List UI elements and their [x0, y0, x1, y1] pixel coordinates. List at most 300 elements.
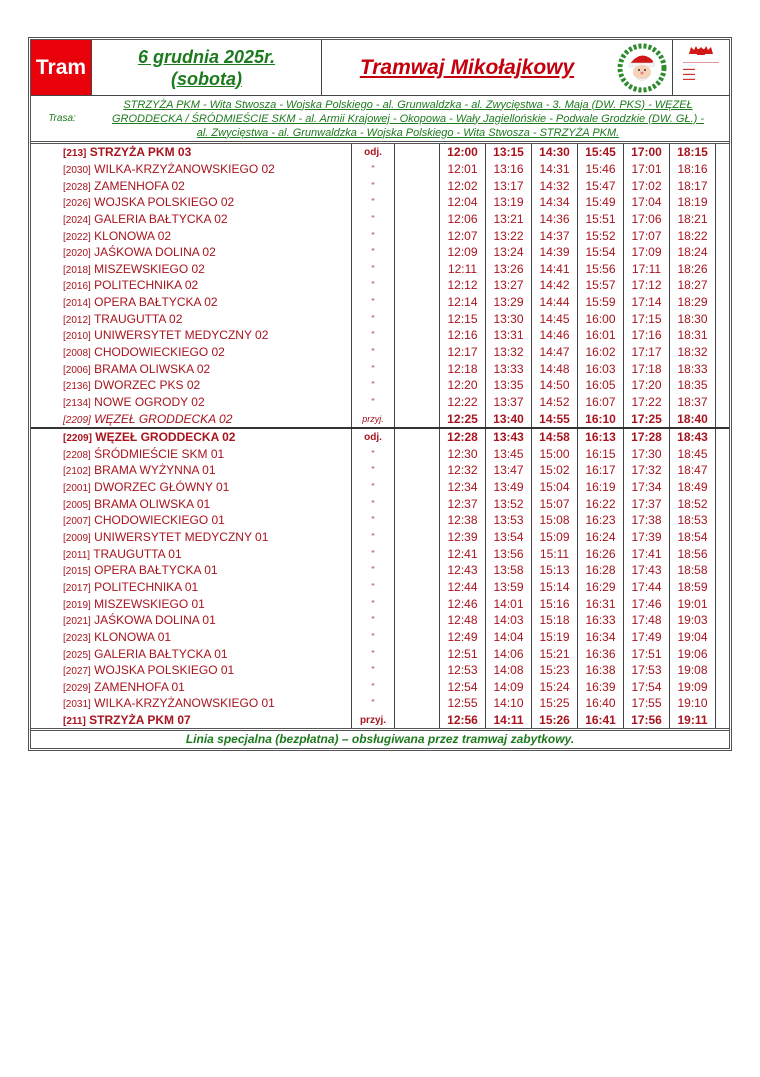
time-cell: 17:48	[624, 612, 670, 629]
time-cell: 19:08	[670, 662, 716, 679]
time-cell: 18:15	[670, 144, 716, 161]
empty-cell	[395, 327, 440, 344]
empty-cell	[716, 462, 730, 479]
departure-type: przyj.	[352, 712, 395, 729]
stop-id: [2134]	[63, 397, 91, 409]
stop-name: JAŚKOWA DOLINA 01	[94, 613, 216, 628]
time-cell: 13:53	[486, 512, 532, 529]
stop-cell	[31, 394, 352, 411]
empty-cell	[716, 679, 730, 696]
time-cell: 18:29	[670, 294, 716, 311]
stop-cell	[31, 579, 352, 596]
empty-cell	[716, 194, 730, 211]
table-row	[31, 144, 729, 161]
stop-name: TRAUGUTTA 02	[93, 311, 183, 326]
time-cell: 14:30	[532, 144, 578, 161]
empty-cell	[716, 161, 730, 178]
stop-name: BRAMA OLIWSKA 01	[94, 496, 211, 511]
stop-cell	[31, 260, 352, 277]
time-cell: 13:49	[486, 479, 532, 496]
time-cell: 14:36	[532, 211, 578, 228]
stop-cell	[31, 294, 352, 311]
timetable	[31, 144, 729, 728]
time-cell: 15:49	[578, 194, 624, 211]
time-cell: 17:28	[624, 428, 670, 446]
empty-cell	[395, 377, 440, 394]
stop-id: [2022]	[63, 231, 91, 243]
time-cell: 14:39	[532, 244, 578, 261]
stop-id: [2008]	[63, 348, 91, 359]
stop-name: KLONOWA 01	[94, 629, 172, 644]
stop-cell	[31, 495, 352, 512]
stop-id: [2209]	[63, 433, 92, 445]
empty-cell	[395, 595, 440, 612]
empty-cell	[395, 545, 440, 562]
table-row	[31, 679, 729, 696]
departure-type: "	[352, 595, 395, 612]
time-cell: 12:41	[440, 545, 486, 562]
time-cell: 14:45	[532, 310, 578, 327]
time-cell: 15:14	[532, 579, 578, 596]
departure-type: "	[352, 695, 395, 712]
table-row	[31, 377, 729, 394]
time-cell: 15:54	[578, 244, 624, 261]
logo-caption: ▬▬▬ ▬▬▬ ▬▬▬	[683, 66, 695, 81]
time-cell: 15:56	[578, 260, 624, 277]
stop-name: STRZYŻA PKM 03	[89, 145, 192, 160]
time-cell: 13:27	[486, 277, 532, 294]
time-cell: 12:56	[440, 712, 486, 729]
stop-id: [2005]	[63, 499, 91, 511]
stop-cell	[31, 462, 352, 479]
stop-cell	[31, 562, 352, 579]
empty-cell	[395, 662, 440, 679]
empty-cell	[395, 344, 440, 361]
stop-cell	[31, 645, 352, 662]
departure-type: przyj.	[352, 410, 395, 428]
stop-name: BRAMA OLIWSKA 02	[94, 361, 211, 376]
time-cell: 12:44	[440, 579, 486, 596]
table-row	[31, 712, 729, 729]
time-cell: 14:11	[486, 712, 532, 729]
time-cell: 16:03	[578, 360, 624, 377]
time-cell: 17:54	[624, 679, 670, 696]
empty-cell	[395, 161, 440, 178]
stop-id: [2029]	[63, 682, 91, 694]
empty-cell	[395, 679, 440, 696]
table-row	[31, 177, 729, 194]
table-row	[31, 629, 729, 646]
time-cell: 17:06	[624, 211, 670, 228]
time-cell: 16:38	[578, 662, 624, 679]
stop-cell	[31, 612, 352, 629]
stop-name: WĘZEŁ GRODDECKA 02	[95, 430, 236, 445]
empty-cell	[395, 177, 440, 194]
departure-type: "	[352, 211, 395, 228]
time-cell: 14:41	[532, 260, 578, 277]
time-cell: 17:46	[624, 595, 670, 612]
time-cell: 16:22	[578, 495, 624, 512]
time-cell: 17:25	[624, 410, 670, 428]
time-cell: 12:07	[440, 227, 486, 244]
departure-type: "	[352, 194, 395, 211]
stop-name: MISZEWSKIEGO 02	[94, 261, 205, 276]
empty-cell	[716, 579, 730, 596]
time-cell: 17:56	[624, 712, 670, 729]
stop-id: [2009]	[63, 533, 91, 545]
departure-type: "	[352, 344, 395, 361]
empty-cell	[716, 394, 730, 411]
time-cell: 16:23	[578, 512, 624, 529]
empty-cell	[716, 629, 730, 646]
empty-cell	[395, 512, 440, 529]
stop-cell	[31, 529, 352, 546]
empty-cell	[395, 410, 440, 428]
time-cell: 12:46	[440, 595, 486, 612]
time-cell: 12:49	[440, 629, 486, 646]
time-cell: 12:32	[440, 462, 486, 479]
time-cell: 18:43	[670, 428, 716, 446]
time-cell: 18:54	[670, 529, 716, 546]
empty-cell	[716, 177, 730, 194]
time-cell: 13:29	[486, 294, 532, 311]
time-cell: 16:24	[578, 529, 624, 546]
empty-cell	[716, 327, 730, 344]
time-cell: 18:22	[670, 227, 716, 244]
empty-cell	[395, 462, 440, 479]
time-cell: 12:00	[440, 144, 486, 161]
time-cell: 17:55	[624, 695, 670, 712]
time-cell: 19:03	[670, 612, 716, 629]
time-cell: 16:02	[578, 344, 624, 361]
time-cell: 15:08	[532, 512, 578, 529]
departure-type: "	[352, 161, 395, 178]
table-row	[31, 277, 729, 294]
time-cell: 18:53	[670, 512, 716, 529]
time-cell: 13:15	[486, 144, 532, 161]
time-cell: 12:30	[440, 446, 486, 463]
time-cell: 14:32	[532, 177, 578, 194]
stop-id: [2031]	[63, 699, 91, 711]
time-cell: 17:53	[624, 662, 670, 679]
time-cell: 13:21	[486, 211, 532, 228]
time-cell: 16:00	[578, 310, 624, 327]
time-cell: 18:47	[670, 462, 716, 479]
stop-id: [2027]	[63, 666, 91, 678]
empty-cell	[395, 277, 440, 294]
stop-id: [2014]	[63, 298, 91, 310]
stop-cell	[31, 211, 352, 228]
time-cell: 14:09	[486, 679, 532, 696]
empty-cell	[395, 495, 440, 512]
empty-cell	[716, 428, 730, 446]
time-cell: 14:08	[486, 662, 532, 679]
departure-type: "	[352, 512, 395, 529]
empty-cell	[716, 645, 730, 662]
time-cell: 17:02	[624, 177, 670, 194]
time-cell: 13:17	[486, 177, 532, 194]
stop-id: [2001]	[63, 483, 91, 495]
empty-cell	[716, 277, 730, 294]
departure-type: "	[352, 479, 395, 496]
table-row	[31, 695, 729, 712]
time-cell: 12:53	[440, 662, 486, 679]
time-cell: 13:19	[486, 194, 532, 211]
time-cell: 14:50	[532, 377, 578, 394]
table-row	[31, 227, 729, 244]
empty-cell	[395, 244, 440, 261]
stop-cell	[31, 512, 352, 529]
time-cell: 17:12	[624, 277, 670, 294]
time-cell: 12:15	[440, 310, 486, 327]
time-cell: 17:38	[624, 512, 670, 529]
stop-cell	[31, 144, 352, 161]
time-cell: 15:11	[532, 545, 578, 562]
departure-type: "	[352, 446, 395, 463]
table-row	[31, 479, 729, 496]
table-row	[31, 211, 729, 228]
departure-type: "	[352, 495, 395, 512]
stop-cell	[31, 595, 352, 612]
gdansk-coat-of-arms-icon	[687, 44, 715, 56]
table-row	[31, 579, 729, 596]
time-cell: 19:09	[670, 679, 716, 696]
time-cell: 12:22	[440, 394, 486, 411]
time-cell: 13:24	[486, 244, 532, 261]
time-cell: 18:17	[670, 177, 716, 194]
time-cell: 15:46	[578, 161, 624, 178]
time-cell: 16:26	[578, 545, 624, 562]
time-cell: 16:29	[578, 579, 624, 596]
time-cell: 13:59	[486, 579, 532, 596]
route-section	[31, 96, 729, 144]
stop-id: [2007]	[63, 516, 91, 528]
time-cell: 13:35	[486, 377, 532, 394]
page-title: Tramwaj Mikołajkowy	[359, 55, 575, 79]
stop-id: [2019]	[63, 599, 91, 611]
time-cell: 15:21	[532, 645, 578, 662]
time-cell: 13:26	[486, 260, 532, 277]
stop-cell	[31, 545, 352, 562]
time-cell: 13:56	[486, 545, 532, 562]
stop-name: TRAUGUTTA 01	[93, 546, 182, 561]
stop-name: ZAMENHOFA 02	[94, 178, 185, 193]
empty-cell	[395, 695, 440, 712]
time-cell: 15:24	[532, 679, 578, 696]
empty-cell	[716, 662, 730, 679]
time-cell: 15:18	[532, 612, 578, 629]
stop-name: WOJSKA POLSKIEGO 01	[94, 663, 235, 678]
departure-type: "	[352, 645, 395, 662]
stop-cell	[31, 344, 352, 361]
empty-cell	[395, 360, 440, 377]
time-cell: 17:49	[624, 629, 670, 646]
time-cell: 14:10	[486, 695, 532, 712]
empty-cell	[716, 595, 730, 612]
time-cell: 12:39	[440, 529, 486, 546]
stop-name: WILKA-KRZYŻANOWSKIEGO 01	[94, 696, 275, 711]
time-cell: 12:25	[440, 410, 486, 428]
time-cell: 19:10	[670, 695, 716, 712]
empty-cell	[395, 529, 440, 546]
empty-cell	[395, 428, 440, 446]
departure-type: "	[352, 294, 395, 311]
stop-cell	[31, 194, 352, 211]
time-cell: 14:44	[532, 294, 578, 311]
stop-name: POLITECHNIKA 01	[94, 579, 199, 594]
stop-name: UNIWERSYTET MEDYCZNY 01	[94, 530, 269, 545]
time-cell: 18:40	[670, 410, 716, 428]
time-cell: 18:19	[670, 194, 716, 211]
time-cell: 18:59	[670, 579, 716, 596]
time-cell: 13:58	[486, 562, 532, 579]
time-cell: 12:09	[440, 244, 486, 261]
time-cell: 17:01	[624, 161, 670, 178]
time-cell: 17:09	[624, 244, 670, 261]
time-cell: 17:16	[624, 327, 670, 344]
time-cell: 18:33	[670, 360, 716, 377]
stop-id: [2136]	[63, 381, 91, 393]
stop-cell	[31, 679, 352, 696]
empty-cell	[716, 260, 730, 277]
time-cell: 12:14	[440, 294, 486, 311]
time-cell: 14:47	[532, 344, 578, 361]
time-cell: 14:04	[486, 629, 532, 646]
time-cell: 17:07	[624, 227, 670, 244]
table-row	[31, 495, 729, 512]
time-cell: 18:35	[670, 377, 716, 394]
departure-type: "	[352, 545, 395, 562]
time-cell: 15:13	[532, 562, 578, 579]
stop-id: [211]	[63, 716, 86, 728]
table-row	[31, 394, 729, 411]
empty-cell	[716, 612, 730, 629]
stop-name: WILKA-KRZYŻANOWSKIEGO 02	[94, 161, 275, 176]
stop-cell	[31, 360, 352, 377]
stop-cell	[31, 161, 352, 178]
table-row	[31, 194, 729, 211]
table-row	[31, 428, 729, 446]
time-cell: 12:17	[440, 344, 486, 361]
time-cell: 17:51	[624, 645, 670, 662]
empty-cell	[716, 562, 730, 579]
stop-id: [2026]	[63, 198, 91, 210]
time-cell: 12:43	[440, 562, 486, 579]
stop-name: GALERIA BAŁTYCKA 02	[94, 211, 228, 226]
time-cell: 16:13	[578, 428, 624, 446]
time-cell: 14:55	[532, 410, 578, 428]
time-cell: 12:02	[440, 177, 486, 194]
time-cell: 12:04	[440, 194, 486, 211]
stop-id: [213]	[63, 148, 87, 160]
time-cell: 13:22	[486, 227, 532, 244]
time-cell: 16:31	[578, 595, 624, 612]
stop-name: JAŚKOWA DOLINA 02	[94, 245, 216, 260]
time-cell: 13:30	[486, 310, 532, 327]
time-cell: 17:18	[624, 360, 670, 377]
departure-type: "	[352, 529, 395, 546]
time-cell: 17:44	[624, 579, 670, 596]
empty-cell	[395, 645, 440, 662]
time-cell: 15:59	[578, 294, 624, 311]
stop-name: STRZYŻA PKM 07	[89, 713, 191, 728]
stop-name: ŚRÓDMIEŚCIE SKM 01	[94, 446, 225, 461]
table-row	[31, 310, 729, 327]
departure-type: "	[352, 244, 395, 261]
stop-id: [2011]	[63, 549, 91, 561]
empty-cell	[716, 545, 730, 562]
table-row	[31, 294, 729, 311]
empty-cell	[716, 377, 730, 394]
table-row	[31, 260, 729, 277]
time-cell: 14:48	[532, 360, 578, 377]
empty-cell	[395, 629, 440, 646]
time-cell: 18:56	[670, 545, 716, 562]
time-cell: 15:02	[532, 462, 578, 479]
time-cell: 16:01	[578, 327, 624, 344]
time-cell: 15:47	[578, 177, 624, 194]
empty-cell	[395, 211, 440, 228]
table-row	[31, 446, 729, 463]
route-description	[93, 98, 729, 140]
stop-cell	[31, 310, 352, 327]
time-cell: 15:45	[578, 144, 624, 161]
stop-cell	[31, 227, 352, 244]
time-cell: 17:37	[624, 495, 670, 512]
stop-name: DWORZEC PKS 02	[94, 378, 201, 393]
empty-cell	[716, 512, 730, 529]
time-cell: 14:42	[532, 277, 578, 294]
time-cell: 15:52	[578, 227, 624, 244]
time-cell: 17:04	[624, 194, 670, 211]
time-cell: 14:46	[532, 327, 578, 344]
time-cell: 13:32	[486, 344, 532, 361]
day-line: (sobota)	[171, 68, 242, 89]
empty-cell	[395, 294, 440, 311]
time-cell: 17:41	[624, 545, 670, 562]
time-cell: 15:19	[532, 629, 578, 646]
empty-cell	[716, 712, 730, 729]
stop-name: ZAMENHOFA 01	[94, 679, 185, 694]
mode-badge: Tram	[31, 40, 92, 95]
time-cell: 17:34	[624, 479, 670, 496]
stop-cell	[31, 327, 352, 344]
time-cell: 12:51	[440, 645, 486, 662]
empty-cell	[716, 360, 730, 377]
empty-cell	[395, 612, 440, 629]
time-cell: 15:04	[532, 479, 578, 496]
stop-name: GALERIA BAŁTYCKA 01	[94, 646, 228, 661]
date-line: 6 grudnia 2025r.	[137, 46, 276, 67]
stop-cell	[31, 446, 352, 463]
stop-name: WĘZEŁ GRODDECKA 02	[94, 411, 233, 426]
departure-type: odj.	[352, 428, 395, 446]
stop-id: [2102]	[63, 466, 91, 478]
departure-type: "	[352, 310, 395, 327]
time-cell: 14:34	[532, 194, 578, 211]
empty-cell	[716, 479, 730, 496]
time-cell: 18:58	[670, 562, 716, 579]
empty-cell	[395, 194, 440, 211]
time-cell: 13:16	[486, 161, 532, 178]
stop-cell	[31, 662, 352, 679]
departure-type: "	[352, 177, 395, 194]
stop-name: CHODOWIECKIEGO 01	[94, 513, 225, 528]
time-cell: 14:37	[532, 227, 578, 244]
time-cell: 15:25	[532, 695, 578, 712]
route-line: GRODDECKA / ŚRÓDMIEŚCIE SKM - al. Armii Krajowej - Okopowa - Wały Jagiellońskie - Podwale Grodzkie (DW. GŁ.) -	[111, 112, 705, 125]
stop-id: [2028]	[63, 181, 91, 193]
